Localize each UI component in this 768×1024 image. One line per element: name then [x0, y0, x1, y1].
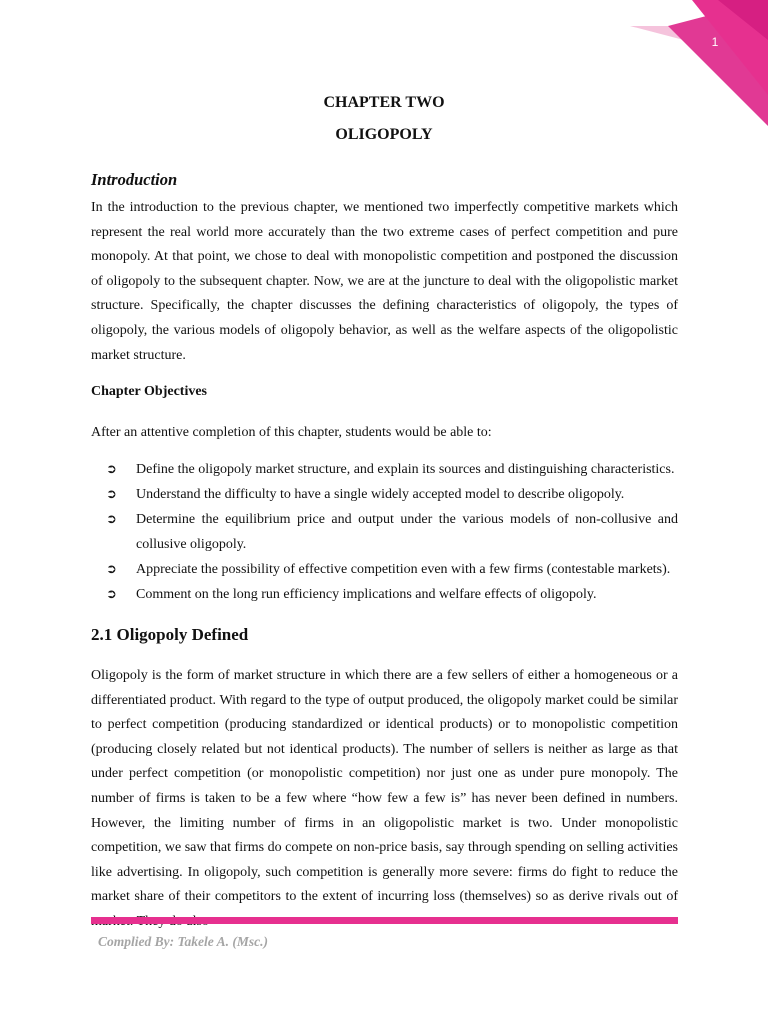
introduction-heading: Introduction	[91, 170, 178, 189]
footer-credit: Complied By: Takele A. (Msc.)	[98, 934, 268, 949]
oligopoly-defined-paragraph: Oligopoly is the form of market structure in which there are a few sellers of either a homogeneous or a differentiated product. With regard to the type of output produced, the oligopoly market could be similar to perfect competition (producing standardized or identical products) or to monopolistic competition (producing closely related but not identical products). The number of sellers is neither as large as that under perfect competition (or monopolistic competition) nor just one as under pure monopoly. The number of firms is taken to be a few where “how few a few is” has never been defined in numbers. However, the limiting number of firms in an oligopolistic market is two. Under monopolistic competition, we saw that firms do compete on non-price basis, say through spending on selling activities like advertising. In oligopoly, such competition is generally more severe: firms do fight to reduce the market share of their competitors to the extent of incurring loss (themselves) so as derive rivals out of	[91, 668, 678, 905]
objective-text: Determine the equilibrium price and output under the various models of non-collusive and collusive oligopoly.	[136, 512, 678, 552]
footer-divider	[91, 917, 678, 924]
objectives-intro: After an attentive completion of this chapter, students would be able to:	[91, 425, 492, 440]
page-number: 1	[711, 35, 719, 49]
objective-item	[91, 557, 678, 582]
chapter-objectives-heading: Chapter Objectives	[91, 384, 207, 399]
objective-item	[91, 457, 678, 482]
objectives-list	[91, 457, 678, 607]
objective-text: Appreciate the possibility of effective competition even with a few firms (contestable markets).	[136, 562, 671, 577]
objective-text: Understand the difficulty to have a single widely accepted model to describe oligopoly.	[136, 487, 625, 502]
chapter-title: CHAPTER TWO	[323, 94, 445, 111]
arrow-circle-bullet-icon: ➲	[106, 462, 117, 477]
objective-text: Comment on the long run efficiency implications and welfare effects of oligopoly.	[136, 587, 597, 602]
arrow-circle-bullet-icon: ➲	[106, 562, 117, 577]
objective-item	[91, 582, 678, 607]
introduction-paragraph: In the introduction to the previous chapter, we mentioned two imperfectly competitive markets which represent the real world more accurately than the two extreme cases of perfect competition and pure monopoly. At that point, we chose to deal with monopolistic competition and postponed the discussion of oligopoly to the subsequent chapter. Now, we are at the juncture to deal with the oligopolistic market structure. Specifically, the chapter discusses the defining characteristics of oligopoly, the types of oligopoly, the various models of oligopoly behavior, as well as the welfare aspects of the oligopolistic market structure.	[91, 200, 678, 363]
objective-text: Define the oligopoly market structure, and explain its sources and distinguishing characteristics.	[136, 462, 675, 477]
section-heading-oligopoly-defined: 2.1 Oligopoly Defined	[91, 625, 249, 644]
arrow-circle-bullet-icon: ➲	[106, 512, 117, 527]
chapter-subtitle: OLIGOPOLY	[335, 126, 433, 143]
arrow-circle-bullet-icon: ➲	[106, 487, 117, 502]
arrow-circle-bullet-icon: ➲	[106, 587, 117, 602]
objective-item	[91, 482, 678, 507]
objective-item	[91, 507, 678, 557]
